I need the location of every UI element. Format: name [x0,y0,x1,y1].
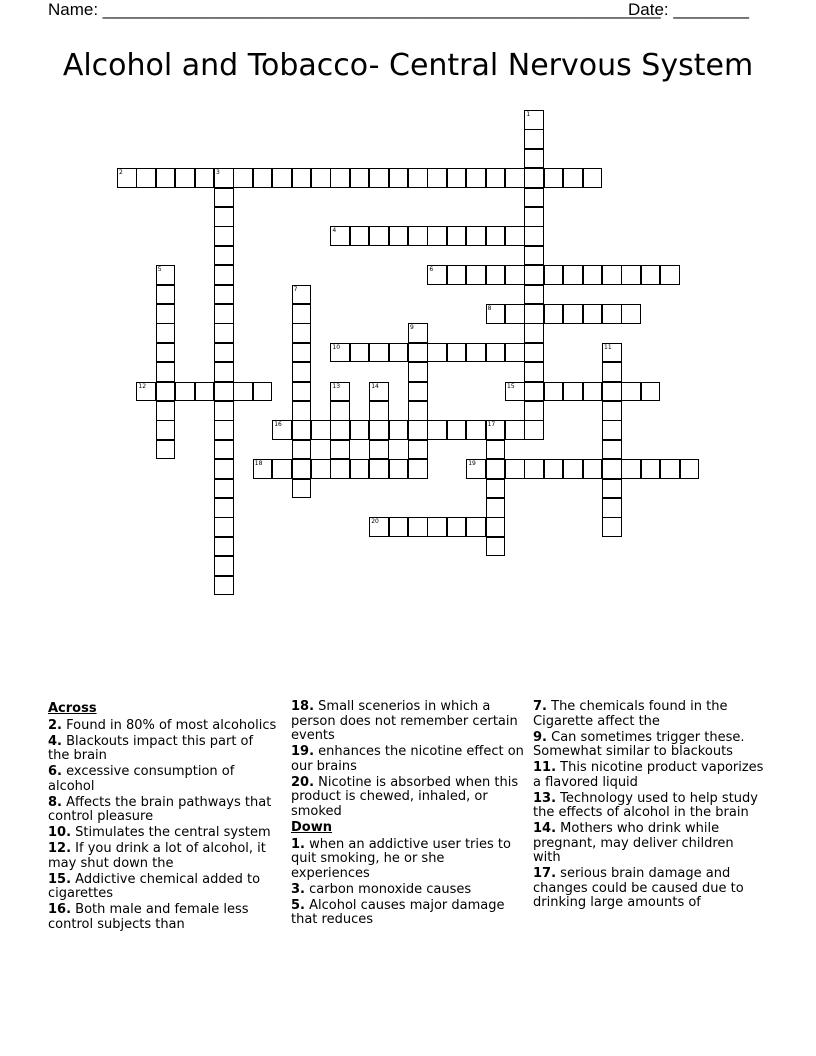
crossword-cell[interactable] [660,265,680,285]
cell-number: 14 [371,382,379,390]
clue-item [291,745,525,774]
clue-item [48,826,278,841]
crossword-cell[interactable] [369,168,389,188]
crossword-cell[interactable] [524,129,544,149]
crossword-cell[interactable] [563,304,583,324]
crossword-cell[interactable] [447,420,467,440]
crossword-cell[interactable] [330,459,350,479]
clue-item [291,838,525,882]
crossword-cell[interactable] [602,517,622,537]
clue-item [48,796,278,825]
cell-number: 12 [138,382,147,390]
crossword-cell[interactable] [389,517,409,537]
clue-section-heading: Down [291,820,332,835]
crossword-cell[interactable] [505,343,525,363]
crossword-cell[interactable] [544,304,564,324]
clue-column-1 [48,700,278,934]
crossword-cell[interactable] [583,304,603,324]
crossword-cell[interactable] [311,420,331,440]
crossword-cell[interactable] [524,304,544,324]
crossword-cell[interactable] [563,382,583,402]
crossword-cell[interactable] [311,459,331,479]
clue-number: 20. [291,774,315,790]
cell-number: 6 [429,266,434,274]
crossword-cell[interactable] [486,498,506,518]
crossword-cell[interactable] [214,420,234,440]
clue-item [533,700,765,729]
crossword-cell[interactable] [505,304,525,324]
crossword-cell[interactable] [466,265,486,285]
crossword-cell[interactable] [350,168,370,188]
clue-section-heading: Across [48,701,97,716]
clue-text: carbon monoxide causes [309,881,472,897]
cell-number: 13 [332,382,341,390]
crossword-cell[interactable] [369,440,389,460]
crossword-cell[interactable] [156,420,176,440]
crossword-cell[interactable] [214,459,234,479]
crossword-cell[interactable] [524,285,544,305]
crossword-cell[interactable] [621,265,641,285]
clue-number: 9. [533,729,547,745]
clue-number: 16. [48,902,72,917]
crossword-cell[interactable] [292,362,312,382]
crossword-cell[interactable] [408,343,428,363]
clue-item [533,867,765,911]
crossword-cell[interactable] [583,459,603,479]
crossword-cell[interactable] [563,459,583,479]
cell-number: 16 [274,421,282,429]
crossword-cell[interactable] [602,304,622,324]
clue-text: Affects the brain pathways that control pleasure [48,794,272,824]
crossword-cell[interactable] [214,285,234,305]
crossword-cell[interactable] [214,401,234,421]
clue-text: Stimulates the central system [75,825,271,840]
cell-number: 4 [332,227,337,235]
crossword-cell[interactable] [486,459,506,479]
crossword-cell[interactable] [641,382,661,402]
clue-number: 14. [533,821,557,836]
crossword-cell[interactable] [602,440,622,460]
crossword-cell[interactable] [524,226,544,246]
crossword-cell[interactable] [292,479,312,499]
crossword-cell[interactable] [524,246,544,266]
clue-number: 8. [48,794,62,810]
clue-item [48,842,278,871]
cell-number: 17 [487,421,496,429]
crossword-cell[interactable] [524,149,544,169]
crossword-cell[interactable] [389,420,409,440]
crossword-cell[interactable] [292,420,312,440]
crossword-cell[interactable] [311,168,331,188]
crossword-cell[interactable] [505,459,525,479]
clue-item [291,883,525,898]
crossword-cell[interactable] [486,226,506,246]
crossword-cell[interactable] [408,440,428,460]
crossword-cell[interactable] [350,343,370,363]
clue-number: 17. [533,866,557,881]
crossword-cell[interactable] [156,362,176,382]
crossword-cell[interactable] [389,168,409,188]
crossword-cell[interactable] [156,285,176,305]
clue-text: If you drink a lot of alcohol, it may shut down the [48,841,266,871]
crossword-cell[interactable] [466,226,486,246]
crossword-cell[interactable] [408,401,428,421]
clue-item [533,731,765,760]
crossword-cell[interactable] [524,168,544,188]
crossword-cell[interactable] [214,343,234,363]
crossword-cell[interactable] [602,459,622,479]
crossword-cell[interactable] [641,265,661,285]
crossword-cell[interactable] [175,382,195,402]
crossword-cell[interactable] [350,226,370,246]
cell-number: 3 [216,169,220,177]
crossword-cell[interactable] [408,362,428,382]
crossword-cell[interactable] [466,168,486,188]
clue-number: 5. [291,897,305,913]
clue-item [291,899,525,928]
crossword-cell[interactable] [563,168,583,188]
clue-text: Can sometimes trigger these. Somewhat similar to blackouts [533,729,745,759]
crossword-cell[interactable] [524,265,544,285]
clue-number: 19. [291,744,315,759]
crossword-cell[interactable] [408,459,428,479]
crossword-cell[interactable] [233,382,253,402]
crossword-cell[interactable] [156,168,176,188]
crossword-cell[interactable] [427,343,447,363]
crossword-cell[interactable] [427,517,447,537]
crossword-cell[interactable] [272,168,292,188]
crossword-cell[interactable] [621,382,641,402]
cell-number: 11 [604,343,612,351]
clue-number: 7. [533,699,547,714]
crossword-cell[interactable] [447,343,467,363]
crossword-cell[interactable] [641,459,661,479]
crossword-cell[interactable] [253,168,273,188]
clue-number: 10. [48,825,72,840]
crossword-cell[interactable] [447,226,467,246]
crossword-cell[interactable] [214,265,234,285]
crossword-cell[interactable] [524,188,544,208]
clue-text: Both male and female less control subjects than [48,902,249,932]
crossword-cell[interactable] [233,168,253,188]
crossword-cell[interactable] [602,401,622,421]
crossword-cell[interactable] [486,265,506,285]
crossword-cell[interactable] [369,401,389,421]
clue-text: This nicotine product vaporizes a flavored liquid [533,760,764,790]
crossword-cell[interactable] [583,382,603,402]
cell-number: 1 [526,111,531,118]
crossword-cell[interactable] [602,420,622,440]
crossword-cell[interactable] [524,207,544,227]
cell-number: 18 [254,460,263,468]
crossword-cell[interactable] [505,226,525,246]
date-field-label: Date: ________ [628,0,749,19]
crossword-cell[interactable] [214,246,234,266]
crossword-cell[interactable] [583,168,603,188]
crossword-cell[interactable] [292,401,312,421]
crossword-cell[interactable] [602,498,622,518]
crossword-cell[interactable] [427,226,447,246]
crossword-cell[interactable] [253,382,273,402]
crossword-cell[interactable] [195,382,215,402]
crossword-cell[interactable] [544,382,564,402]
crossword-cell[interactable] [330,401,350,421]
clue-text: The chemicals found in the Cigarette affect the [533,699,728,729]
clue-item [533,761,765,790]
crossword-cell[interactable] [544,459,564,479]
crossword-cell[interactable] [292,304,312,324]
crossword-cell[interactable] [544,265,564,285]
cell-number: 7 [293,285,298,293]
crossword-cell[interactable] [447,168,467,188]
crossword-cell[interactable] [195,168,215,188]
clue-number: 11. [533,760,557,775]
clue-text: Alcohol causes major damage that reduces [291,897,505,927]
crossword-cell[interactable] [408,168,428,188]
crossword-cell[interactable] [602,382,622,402]
clue-column-3 [533,700,765,912]
crossword-cell[interactable] [583,265,603,285]
crossword-cell[interactable] [214,362,234,382]
clue-item [291,700,525,744]
crossword-cell[interactable] [427,168,447,188]
clue-text: excessive consumption of alcohol [48,764,235,794]
crossword-cell[interactable] [524,362,544,382]
clue-item [533,822,765,866]
crossword-cell[interactable] [524,382,544,402]
cell-number: 5 [157,266,162,274]
crossword-cell[interactable] [214,188,234,208]
crossword-cell[interactable] [214,556,234,576]
cell-number: 15 [507,382,515,390]
crossword-cell[interactable] [214,576,234,596]
crossword-cell[interactable] [214,517,234,537]
crossword-cell[interactable] [389,459,409,479]
clue-item [48,735,278,764]
crossword-cell[interactable] [369,343,389,363]
crossword-cell[interactable] [350,459,370,479]
clue-text: when an addictive user tries to quit smoking, he or she experiences [291,836,511,881]
crossword-cell[interactable] [214,537,234,557]
crossword-cell[interactable] [330,440,350,460]
clue-item [48,765,278,794]
clue-text: Blackouts impact this part of the brain [48,733,254,763]
crossword-cell[interactable] [505,420,525,440]
crossword-cell[interactable] [156,323,176,343]
clue-text: Nicotine is absorbed when this product is chewed, inhaled, or smoked [291,774,519,819]
clue-text: Technology used to help study the effects of alcohol in the brain [533,790,758,820]
cell-number: 2 [119,169,123,177]
crossword-cell[interactable] [214,382,234,402]
crossword-cell[interactable] [369,459,389,479]
crossword-cell[interactable] [292,459,312,479]
crossword-cell[interactable] [505,265,525,285]
crossword-cell[interactable] [389,343,409,363]
crossword-cell[interactable] [486,517,506,537]
crossword-cell[interactable] [486,479,506,499]
crossword-cell[interactable] [156,401,176,421]
clue-item [291,776,525,820]
cell-number: 10 [332,343,341,351]
crossword-cell[interactable] [292,343,312,363]
name-field-label: Name: ___________________________________________________________ [48,0,661,19]
clue-text: Found in 80% of most alcoholics [66,717,277,733]
crossword-cell[interactable] [214,479,234,499]
clue-column-2 [291,700,525,929]
crossword-cell[interactable] [466,517,486,537]
crossword-cell[interactable] [505,168,525,188]
crossword-cell[interactable] [544,168,564,188]
crossword-cell[interactable] [292,168,312,188]
clue-number: 18. [291,699,315,714]
crossword-cell[interactable] [369,226,389,246]
crossword-cell[interactable] [524,323,544,343]
crossword-cell[interactable] [486,440,506,460]
clue-number: 4. [48,733,62,749]
crossword-cell[interactable] [621,304,641,324]
crossword-cell[interactable] [486,343,506,363]
clue-item [48,873,278,902]
clue-number: 12. [48,841,72,856]
crossword-cell[interactable] [602,479,622,499]
crossword-cell[interactable] [602,362,622,382]
cell-number: 8 [487,305,492,312]
cell-number: 20 [371,518,379,526]
crossword-cell[interactable] [330,420,350,440]
crossword-cell[interactable] [466,420,486,440]
clue-text: Mothers who drink while pregnant, may deliver children with [533,821,734,865]
crossword-cell[interactable] [389,226,409,246]
crossword-cell[interactable] [214,207,234,227]
clue-text: Addictive chemical added to cigarettes [48,871,261,901]
crossword-cell[interactable] [292,323,312,343]
clue-number: 13. [533,790,557,806]
cell-number: 19 [468,460,476,468]
crossword-cell[interactable] [156,440,176,460]
crossword-cell[interactable] [408,226,428,246]
crossword-cell[interactable] [524,459,544,479]
crossword-cell[interactable] [175,168,195,188]
crossword-cell[interactable] [214,304,234,324]
crossword-cell[interactable] [350,420,370,440]
crossword-cell[interactable] [427,420,447,440]
clue-text: serious brain damage and changes could be caused due to drinking large amounts of [533,866,744,910]
crossword-cell[interactable] [292,440,312,460]
crossword-cell[interactable] [486,168,506,188]
clue-item [48,903,278,932]
crossword-cell[interactable] [660,459,680,479]
crossword-cell[interactable] [330,168,350,188]
clue-text: Small scenerios in which a person does not remember certain events [291,699,518,743]
crossword-cell[interactable] [408,420,428,440]
crossword-cell[interactable] [136,168,156,188]
crossword-cell[interactable] [621,459,641,479]
crossword-cell[interactable] [602,265,622,285]
clue-number: 1. [291,836,305,852]
crossword-cell[interactable] [680,459,700,479]
crossword-cell[interactable] [214,498,234,518]
crossword-cell[interactable] [563,265,583,285]
crossword-cell[interactable] [447,265,467,285]
clue-number: 2. [48,717,62,733]
crossword-cell[interactable] [272,459,292,479]
crossword-cell[interactable] [447,517,467,537]
crossword-cell[interactable] [156,343,176,363]
clue-number: 3. [291,881,305,897]
crossword-cell[interactable] [408,517,428,537]
crossword-cell[interactable] [524,420,544,440]
crossword-cell[interactable] [466,343,486,363]
crossword-cell[interactable] [156,304,176,324]
crossword-cell[interactable] [369,420,389,440]
page-title: Alcohol and Tobacco- Central Nervous System [62,48,754,83]
crossword-cell[interactable] [214,323,234,343]
crossword-cell[interactable] [524,343,544,363]
crossword-cell[interactable] [524,401,544,421]
crossword-cell[interactable] [214,226,234,246]
clue-text: enhances the nicotine effect on our brains [291,744,524,774]
crossword-cell[interactable] [214,440,234,460]
crossword-cell[interactable] [156,382,176,402]
cell-number: 9 [410,324,414,332]
crossword-cell[interactable] [408,382,428,402]
clue-item [533,792,765,821]
clue-item [48,719,278,734]
crossword-cell[interactable] [292,382,312,402]
clue-number: 6. [48,764,62,779]
clue-number: 15. [48,871,72,887]
crossword-cell[interactable] [486,537,506,557]
